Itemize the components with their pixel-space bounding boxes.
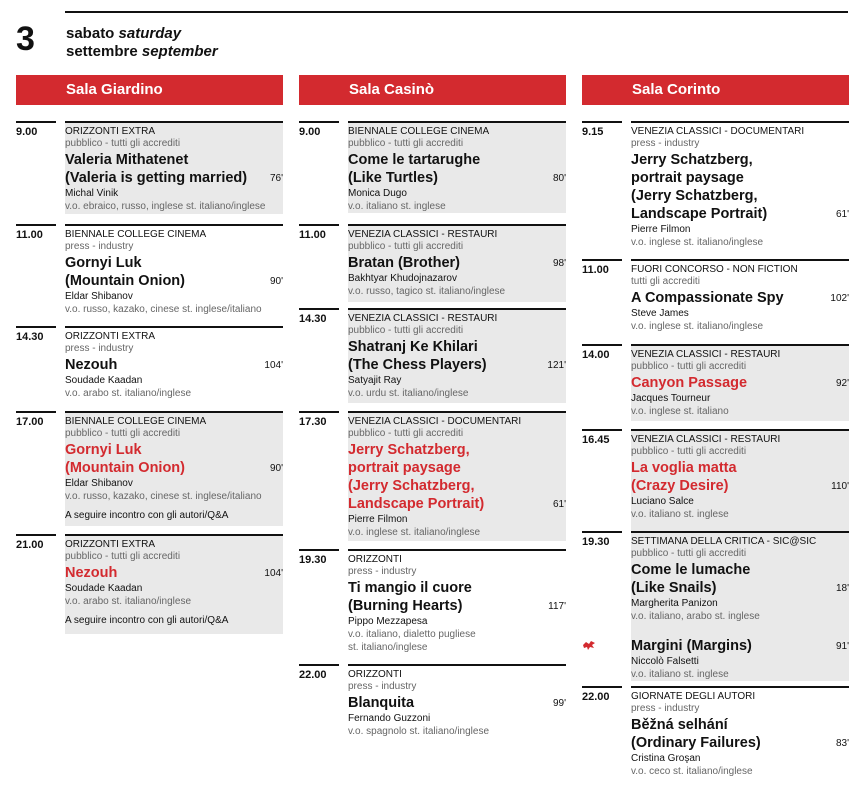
film-entry: [348, 579, 566, 654]
venue-column: [16, 75, 283, 794]
time-rule: [582, 531, 622, 533]
film-director: Fernando Guzzoni: [348, 713, 431, 724]
screening-card: [65, 411, 283, 526]
time-rule: [16, 121, 56, 123]
film-entry: [631, 561, 849, 623]
film-title: Jerry Schatzberg, portrait paysage (Jerry Schatzberg, Landscape Portrait): [631, 152, 768, 222]
film-duration: 121': [547, 360, 566, 371]
day-number: 3: [16, 20, 35, 58]
screening-time: 9.15: [582, 126, 604, 138]
access-info: pubblico - tutti gli accrediti: [65, 138, 181, 149]
time-rule: [16, 534, 56, 536]
film-title: Shatranj Ke Khilari (The Chess Players): [348, 339, 487, 373]
film-duration: 102': [830, 293, 849, 304]
screening-time: 11.00: [299, 229, 326, 241]
film-duration: 92': [835, 378, 849, 389]
screening-card: [65, 224, 283, 318]
time-rule: [582, 121, 622, 123]
film-title: Jerry Schatzberg, portrait paysage (Jerry Schatzberg, Landscape Portrait): [348, 442, 485, 512]
film-director: Soudade Kaadan: [65, 375, 143, 386]
time-rule: [299, 121, 339, 123]
screening-card: [348, 664, 566, 746]
film-entry: [348, 694, 566, 738]
screening-card: [631, 259, 849, 336]
access-info: press - industry: [348, 566, 417, 577]
film-title: Gornyi Luk (Mountain Onion): [65, 255, 185, 289]
film-duration: 110': [831, 481, 849, 492]
venue-header: Sala Giardino: [16, 75, 283, 105]
day-en: saturday: [118, 25, 182, 42]
film-languages: v.o. italiano, dialetto pugliese st. italiano/inglese: [348, 629, 476, 653]
film-languages: v.o. russo, kazako, cinese st. inglese/italiano: [65, 491, 262, 502]
access-info: press - industry: [65, 241, 134, 252]
section-name: VENEZIA CLASSICI - RESTAURI: [631, 434, 781, 445]
venue-column: [299, 75, 566, 794]
screening-time: 17.30: [299, 416, 327, 428]
film-director: Pierre Filmon: [631, 224, 691, 235]
screening-time: 9.00: [299, 126, 321, 138]
screening-time: 22.00: [582, 691, 610, 703]
section-name: ORIZZONTI EXTRA: [65, 539, 155, 550]
film-director: Eldar Shibanov: [65, 478, 133, 489]
film-languages: v.o. russo, tagico st. italiano/inglese: [348, 286, 506, 297]
section-name: ORIZZONTI: [348, 669, 402, 680]
lion-award-icon: [582, 639, 596, 651]
screening-time: 16.45: [582, 434, 610, 446]
day-label: [66, 25, 218, 61]
screening-time: 14.30: [16, 331, 44, 343]
screening-time: 21.00: [16, 539, 44, 551]
section-name: GIORNATE DEGLI AUTORI: [631, 691, 756, 702]
film-director: Pierre Filmon: [348, 514, 408, 525]
film-entry: [65, 151, 283, 213]
film-duration: 80': [552, 173, 566, 184]
film-duration: 90': [269, 463, 283, 474]
access-info: pubblico - tutti gli accrediti: [348, 241, 464, 252]
access-info: press - industry: [65, 343, 134, 354]
film-duration: 61': [552, 499, 566, 510]
film-entry: [631, 459, 849, 521]
time-rule: [299, 411, 339, 413]
film-director: Satyajit Ray: [348, 375, 402, 386]
access-info: pubblico - tutti gli accrediti: [348, 325, 464, 336]
film-duration: 104': [264, 360, 283, 371]
screening-card: [348, 549, 566, 654]
film-languages: v.o. ebraico, russo, inglese st. italiano/inglese: [65, 201, 266, 212]
screening-card: [631, 531, 849, 681]
film-languages: v.o. russo, kazako, cinese st. inglese/italiano: [65, 304, 262, 315]
film-languages: v.o. ceco st. italiano/inglese: [631, 766, 753, 777]
film-entry: [631, 151, 849, 249]
film-director: Luciano Salce: [631, 496, 694, 507]
section-name: VENEZIA CLASSICI - RESTAURI: [348, 313, 498, 324]
film-director: Eldar Shibanov: [65, 291, 133, 302]
film-director: Soudade Kaadan: [65, 583, 143, 594]
film-title: Blanquita: [348, 695, 415, 711]
screening-time: 14.00: [582, 349, 610, 361]
film-title: A Compassionate Spy: [631, 290, 784, 306]
film-languages: v.o. urdu st. italiano/inglese: [348, 388, 469, 399]
section-name: BIENNALE COLLEGE CINEMA: [65, 416, 207, 427]
screening-card: [631, 686, 849, 783]
section-name: VENEZIA CLASSICI - DOCUMENTARI: [631, 126, 805, 137]
time-rule: [582, 686, 622, 688]
film-title: Come le lumache (Like Snails): [631, 562, 751, 596]
section-name: VENEZIA CLASSICI - RESTAURI: [631, 349, 781, 360]
screening-time: 19.30: [299, 554, 327, 566]
film-duration: 76': [269, 173, 283, 184]
screening-time: 11.00: [582, 264, 609, 276]
screening-card: [65, 534, 283, 634]
film-entry: [65, 254, 283, 316]
film-duration: 91': [835, 641, 849, 652]
access-info: pubblico - tutti gli accrediti: [348, 428, 464, 439]
section-name: VENEZIA CLASSICI - RESTAURI: [348, 229, 498, 240]
film-duration: 99': [552, 698, 566, 709]
film-title: Gornyi Luk (Mountain Onion): [65, 442, 185, 476]
film-director: Niccolò Falsetti: [631, 656, 699, 667]
screening-time: 9.00: [16, 126, 38, 138]
film-languages: v.o. italiano st. inglese: [348, 201, 446, 212]
film-title: Margini (Margins): [631, 638, 752, 654]
access-info: pubblico - tutti gli accrediti: [631, 446, 747, 457]
screening-card: [348, 308, 566, 403]
screening-card: [348, 224, 566, 302]
film-title: Nezouh: [65, 357, 118, 373]
access-info: pubblico - tutti gli accrediti: [65, 551, 181, 562]
film-director: Michal Vinik: [65, 188, 119, 199]
film-entry: [631, 289, 849, 333]
screening-card: [631, 121, 849, 251]
film-title: Come le tartarughe (Like Turtles): [348, 152, 481, 186]
screening-time: 17.00: [16, 416, 44, 428]
film-languages: v.o. arabo st. italiano/inglese: [65, 388, 192, 399]
film-entry: [65, 356, 283, 400]
film-duration: 83': [835, 738, 849, 749]
film-languages: v.o. italiano st. inglese: [631, 669, 729, 680]
time-rule: [299, 224, 339, 226]
film-entry: [348, 441, 566, 539]
film-title: La voglia matta (Crazy Desire): [631, 460, 737, 494]
section-name: ORIZZONTI EXTRA: [65, 126, 155, 137]
film-title: Canyon Passage: [631, 375, 748, 391]
venue-header: Sala Casinò: [299, 75, 566, 105]
film-director: Cristina Groşan: [631, 753, 701, 764]
film-duration: 104': [264, 568, 283, 579]
screening-time: 14.30: [299, 313, 327, 325]
film-title: Běžná selhání (Ordinary Failures): [631, 717, 761, 751]
access-info: pubblico - tutti gli accrediti: [631, 361, 747, 372]
screening-card: [65, 326, 283, 403]
film-entry: [65, 441, 283, 503]
access-info: pubblico - tutti gli accrediti: [65, 428, 181, 439]
month-en: september: [141, 43, 218, 60]
film-director: Margherita Panizon: [631, 598, 718, 609]
access-info: pubblico - tutti gli accrediti: [631, 548, 747, 559]
screening-note: A seguire incontro con gli autori/Q&A: [65, 510, 229, 521]
film-duration: 61': [835, 209, 849, 220]
time-rule: [16, 326, 56, 328]
header-rule: [65, 11, 848, 13]
time-rule: [299, 664, 339, 666]
film-languages: v.o. italiano st. inglese: [631, 509, 729, 520]
screening-time: 22.00: [299, 669, 327, 681]
screening-note: A seguire incontro con gli autori/Q&A: [65, 615, 229, 626]
time-rule: [299, 549, 339, 551]
film-director: Steve James: [631, 308, 689, 319]
film-director: Bakhtyar Khudojnazarov: [348, 273, 457, 284]
section-name: SETTIMANA DELLA CRITICA - SIC@SIC: [631, 536, 817, 547]
access-info: pubblico - tutti gli accrediti: [348, 138, 464, 149]
time-rule: [16, 411, 56, 413]
film-duration: 98': [552, 258, 566, 269]
film-title: Ti mangio il cuore (Burning Hearts): [348, 580, 472, 614]
venue-header: Sala Corinto: [582, 75, 849, 105]
film-entry: [631, 637, 849, 681]
film-entry: [348, 151, 566, 213]
section-name: BIENNALE COLLEGE CINEMA: [65, 229, 207, 240]
screening-card: [65, 121, 283, 214]
film-title: Bratan (Brother): [348, 255, 460, 271]
time-rule: [299, 308, 339, 310]
section-name: ORIZZONTI: [348, 554, 402, 565]
screening-card: [631, 429, 849, 534]
film-entry: [631, 374, 849, 418]
time-rule: [582, 344, 622, 346]
film-title: Valeria Mithatenet (Valeria is getting married): [65, 152, 248, 186]
film-languages: v.o. inglese st. italiano/inglese: [631, 237, 764, 248]
film-director: Monica Dugo: [348, 188, 407, 199]
section-name: VENEZIA CLASSICI - DOCUMENTARI: [348, 416, 522, 427]
film-director: Pippo Mezzapesa: [348, 616, 428, 627]
film-duration: 18': [835, 583, 849, 594]
section-name: FUORI CONCORSO - NON FICTION: [631, 264, 798, 275]
film-languages: v.o. inglese st. italiano/inglese: [631, 321, 764, 332]
film-languages: v.o. inglese st. italiano/inglese: [348, 527, 481, 538]
film-entry: [348, 254, 566, 298]
film-entry: [631, 716, 849, 778]
screening-card: [348, 121, 566, 213]
screening-time: 19.30: [582, 536, 610, 548]
access-info: press - industry: [631, 138, 700, 149]
day-it: sabato: [66, 25, 115, 42]
section-name: BIENNALE COLLEGE CINEMA: [348, 126, 490, 137]
film-entry: [65, 564, 283, 608]
film-entry: [348, 338, 566, 400]
film-languages: v.o. spagnolo st. italiano/inglese: [348, 726, 490, 737]
access-info: tutti gli accrediti: [631, 276, 700, 287]
section-name: ORIZZONTI EXTRA: [65, 331, 155, 342]
access-info: press - industry: [631, 703, 700, 714]
film-director: Jacques Tourneur: [631, 393, 711, 404]
film-languages: v.o. inglese st. italiano: [631, 406, 729, 417]
film-duration: 90': [269, 276, 283, 287]
venue-column: [582, 75, 849, 794]
film-languages: v.o. arabo st. italiano/inglese: [65, 596, 192, 607]
month-it: settembre: [66, 43, 138, 60]
time-rule: [582, 259, 622, 261]
screening-card: [348, 411, 566, 541]
film-duration: 117': [548, 601, 566, 612]
time-rule: [16, 224, 56, 226]
screening-card: [631, 344, 849, 421]
time-rule: [582, 429, 622, 431]
access-info: press - industry: [348, 681, 417, 692]
screening-time: 11.00: [16, 229, 43, 241]
film-languages: v.o. italiano, arabo st. inglese: [631, 611, 760, 622]
film-title: Nezouh: [65, 565, 118, 581]
